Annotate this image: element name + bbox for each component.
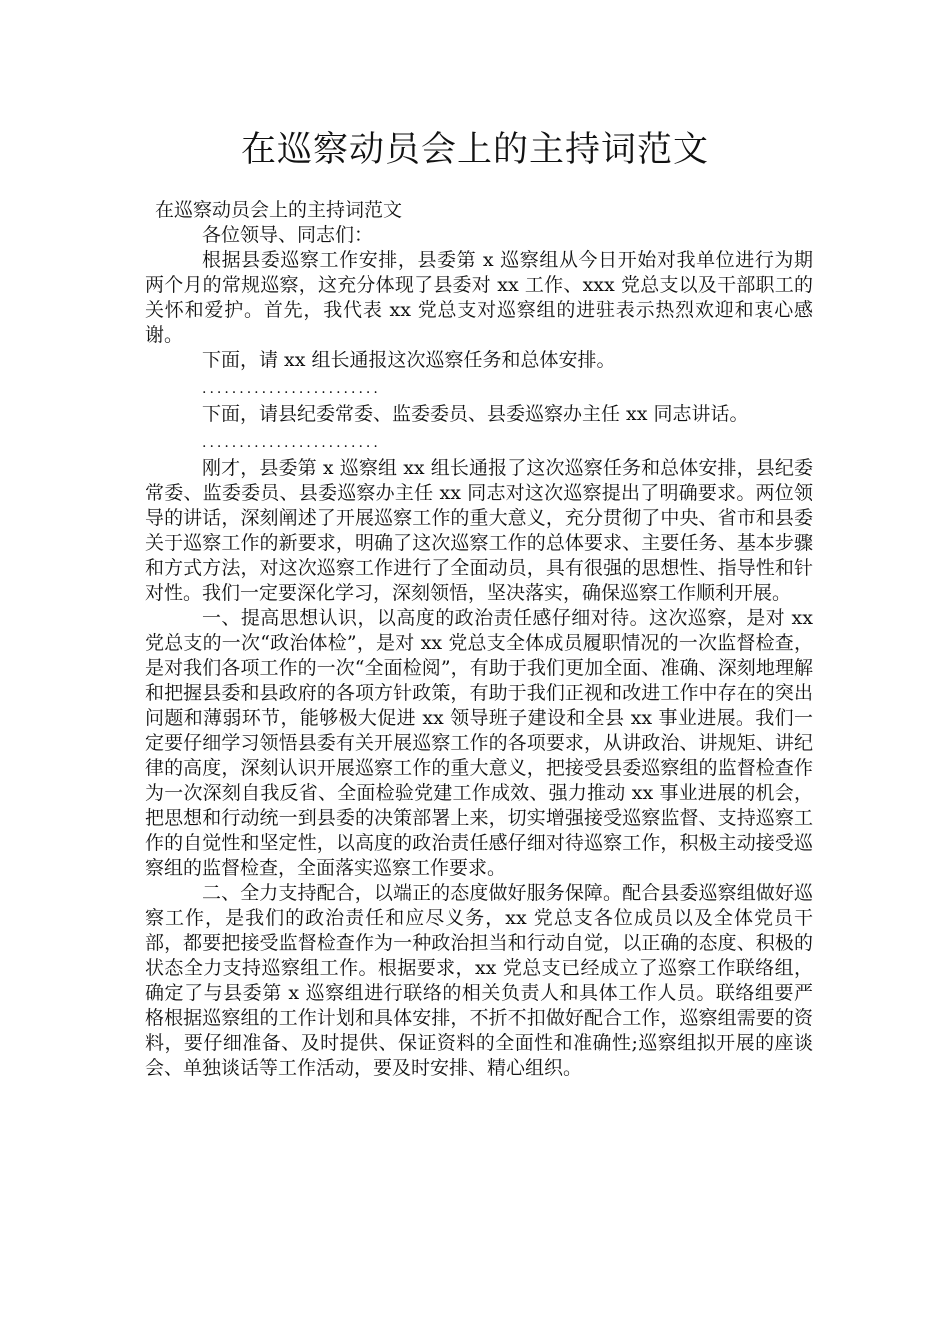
ellipsis-separator: ........................ <box>202 381 381 397</box>
ellipsis-separator: ........................ <box>202 435 381 451</box>
document-title: 在巡察动员会上的主持词范文 <box>240 130 709 170</box>
paragraph-point-two: 二、全力支持配合，以端正的态度做好服务保障。配合县委巡察组做好巡察工作，是我们的政治责任和应尽义务，xx 党总支各位成员以及全体党员干部，都要把接受监督检查作为一种政治担当和行动自觉，以正确的态度、积极的状态全力支持巡察组工作。根据要求，xx 党总支已经成立了巡察工作联络组，确定了与县委第 x 巡察组进行联络的相关负责人和具体工作人员。联络组要严格根据巡察组的工作计划和具体安排，不折不扣做好配合工作，巡察组需要的资料，要仔细准备、及时提供、保证资料的全面性和准确性;巡察组拟开展的座谈会、单独谈话等工作活动，要及时安排、精心组织。 <box>145 882 813 1079</box>
paragraph-invite-speech: 下面，请县纪委常委、监委委员、县委巡察办主任 xx 同志讲话。 <box>202 403 749 425</box>
paragraph-opening: 根据县委巡察工作安排，县委第 x 巡察组从今日开始对我单位进行为期两个月的常规巡察，这充分体现了县委对 xx 工作、xxx 党总支以及干部职工的关怀和爱护。首先，我代表 xx 党总支对巡察组的进驻表示热烈欢迎和衷心感谢。 <box>145 249 813 346</box>
paragraph-summary: 刚才，县委第 x 巡察组 xx 组长通报了这次巡察任务和总体安排，县纪委常委、监委委员、县委巡察办主任 xx 同志对这次巡察提出了明确要求。两位领导的讲话，深刻阐述了开展巡察工作的重大意义，充分贯彻了中央、省市和县委关于巡察工作的新要求，明确了这次巡察工作的总体要求、主要任务、基本步骤和方式方法，对这次巡察工作进行了全面动员，具有很强的思想性、指导性和针对性。我们一定要深化学习，深刻领悟，坚决落实，确保巡察工作顺利开展。 <box>145 457 813 604</box>
salutation: 各位领导、同志们： <box>202 224 374 246</box>
document-subtitle: 在巡察动员会上的主持词范文 <box>155 199 403 221</box>
paragraph-point-one: 一、提高思想认识，以高度的政治责任感仔细对待。这次巡察，是对 xx 党总支的一次“政治体检”，是对 xx 党总支全体成员履职情况的一次监督检查，是对我们各项工作的一次“全面检阅”，有助于我们更加全面、准确、深刻地理解和把握县委和县政府的各项方针政策，有助于我们正视和改进工作中存在的突出问题和薄弱环节，能够极大促进 xx 领导班子建设和全县 xx 事业进展。我们一定要仔细学习领悟县委有关开展巡察工作的各项要求，从讲政治、讲规矩、讲纪律的高度，深刻认识开展巡察工作的重大意义，把接受县委巡察组的监督检查作为一次深刻自我反省、全面检验党建工作成效、强力推动 xx 事业进展的机会，把思想和行动统一到县委的决策部署上来，切实增强接受巡察监督、支持巡察工作的自觉性和坚定性，以高度的政治责任感仔细对待巡察工作，积极主动接受巡察组的监督检查，全面落实巡察工作要求。 <box>145 607 813 879</box>
paragraph-invite-leader: 下面，请 xx 组长通报这次巡察任务和总体安排。 <box>202 349 616 371</box>
document-body <box>145 198 813 1081</box>
